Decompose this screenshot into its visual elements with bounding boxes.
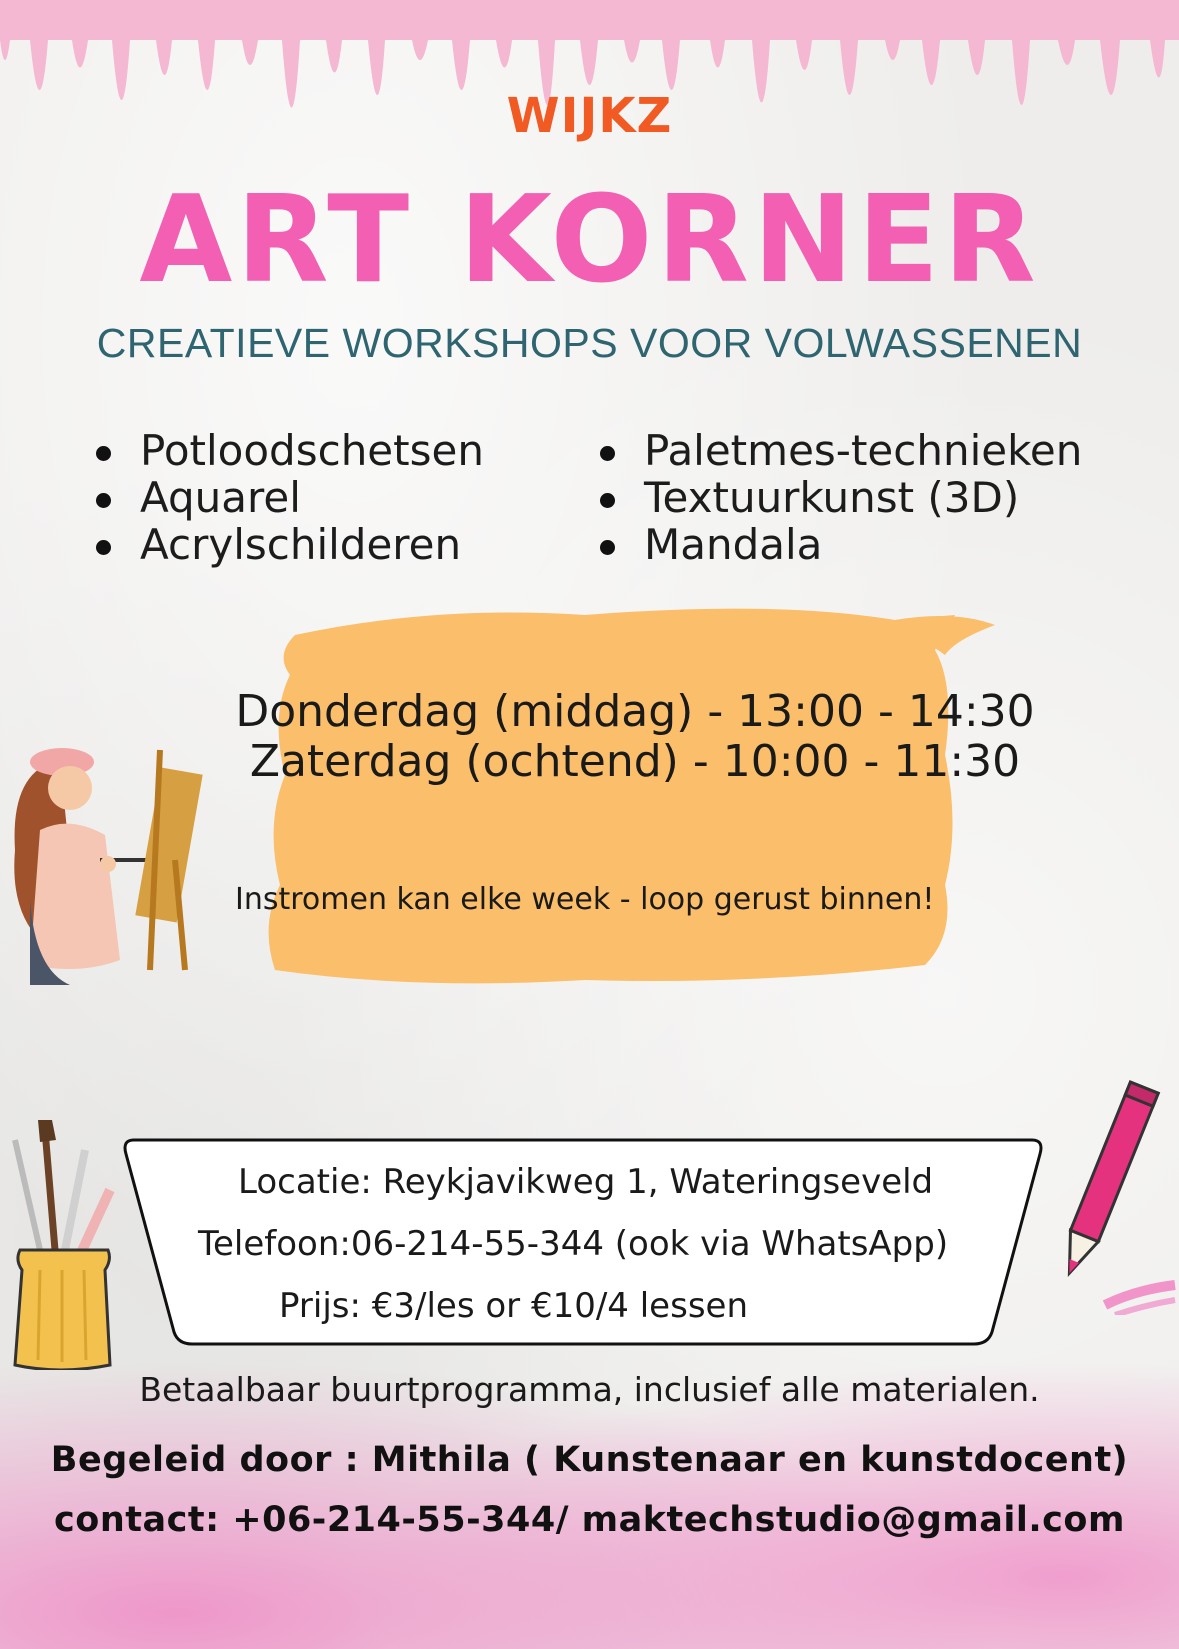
list-item: Mandala [596, 521, 1082, 568]
contact-text: contact: +06-214-55-344/ maktechstudio@gmail.com [54, 1500, 1125, 1540]
guided-by-text: Begeleid door : Mithila ( Kunstenaar en kunstdocent) [50, 1440, 1129, 1480]
location-text: Locatie: Reykjavikweg 1, Wateringseveld [238, 1162, 934, 1202]
workshop-list-left [92, 427, 484, 568]
walk-in-note: Instromen kan elke week - loop gerust binnen! [235, 882, 935, 917]
painter-illustration [0, 740, 210, 1000]
brand-logo: WIJKZ [506, 88, 673, 144]
price-text: Prijs: €3/les or €10/4 lessen [279, 1286, 748, 1326]
program-note: Betaalbaar buurtprogramma, inclusief alle materialen. [139, 1370, 1040, 1409]
orange-brush-stroke [255, 595, 1015, 995]
list-item: Acrylschilderen [92, 521, 484, 568]
list-item: Textuurkunst (3D) [596, 474, 1082, 521]
list-item: Aquarel [92, 474, 484, 521]
phone-text: Telefoon:06-214-55-344 (ook via WhatsApp) [198, 1224, 949, 1264]
pink-pencil-icon [1045, 1075, 1179, 1315]
page-title: ART KORNER [139, 171, 1040, 310]
page-subtitle: CREATIEVE WORKSHOPS VOOR VOLWASSENEN [96, 320, 1083, 366]
list-item: Potloodschetsen [92, 427, 484, 474]
schedule-saturday: Zaterdag (ochtend) - 10:00 - 11:30 [249, 736, 1021, 787]
paint-brush-jar-icon [0, 1120, 130, 1370]
list-item: Paletmes-technieken [596, 427, 1082, 474]
workshop-list-right [596, 427, 1082, 568]
schedule-thursday: Donderdag (middag) - 13:00 - 14:30 [235, 686, 1035, 737]
